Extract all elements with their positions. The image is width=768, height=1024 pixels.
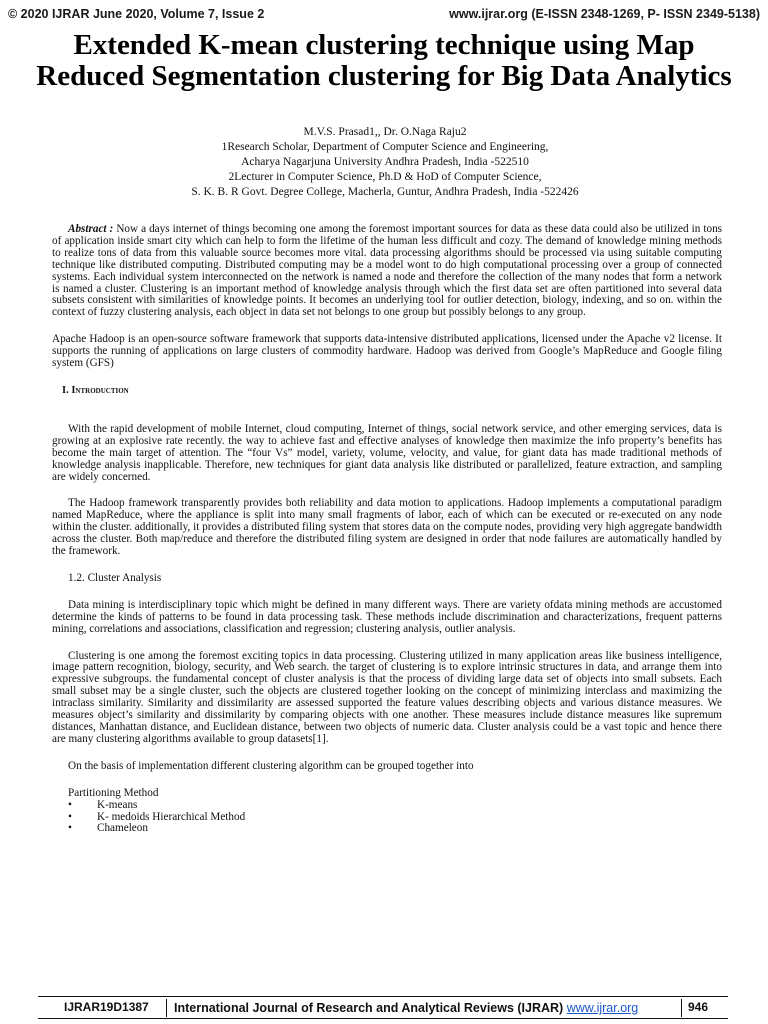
footer-url-link[interactable]: www.ijrar.org <box>566 1001 639 1015</box>
bullet-icon: • <box>68 822 72 835</box>
section-heading-introduction <box>52 385 722 397</box>
footer-rule-top <box>38 996 728 997</box>
hadoop-paragraph: Apache Hadoop is an open-source software framework that supports data-intensive distributed applications, licensed under the Apache v2 license. It supports the running of applications on large clusters of commodity hardware. Hadoop was derived from Google’s MapReduce and Google filing system (GFS) <box>52 333 722 370</box>
list-item: • K- medoids Hierarchical Method <box>68 810 246 823</box>
bullet-icon: • <box>68 798 72 811</box>
body-paragraph: With the rapid development of mobile Internet, cloud computing, Internet of things, social network service, and other emerging services, data is growing at an explosive rate recently. the way to achieve fast and effective analyses of knowledge then maximize the info property’s benefits has become the main target of attention. The “four Vs” model, variety, volume, velocity, and value, for giant data has made traditional methods of knowledge analysis inapplicable. Therefore, new techniques for giant data analysis like distributed or parallelized, feature extraction, and sampling are widely concerned. <box>52 422 722 483</box>
affiliation-line: 2Lecturer in Computer Science, Ph.D & HoD of Computer Science, <box>228 171 542 183</box>
partitioning-method-title: Partitioning Method <box>68 786 159 799</box>
header-site-link[interactable]: www.ijrar.org <box>449 7 528 21</box>
paper-id: IJRAR19D1387 <box>64 1000 149 1014</box>
affiliation-line: 1Research Scholar, Department of Computer Science and Engineering, <box>221 141 549 153</box>
list-item: • Chameleon <box>68 822 148 835</box>
page-number: 946 <box>688 1000 709 1014</box>
author-names: M.V.S. Prasad1,, Dr. O.Naga Raju2 <box>303 126 467 138</box>
author-block <box>120 125 650 200</box>
section-number: I. <box>62 384 69 396</box>
journal-issue-header: © 2020 IJRAR June 2020, Volume 7, Issue 2 <box>8 7 265 21</box>
body-paragraph: Data mining is interdisciplinary topic which might be defined in many different ways. There are variety ofdata mining methods are accustomed determine the kinds of patterns to be found in data processing task. These methods include discrimination and characterizations, frequent patterns mining, correlations and associations, classification and regression; clustering analysis, outlier analysis. <box>52 598 722 635</box>
section-title: Introduction <box>71 384 129 396</box>
footer-divider <box>681 999 682 1017</box>
paper-title: Extended K-mean clustering technique using Map Reduced Segmentation clustering for Big Data Analytics <box>36 29 732 92</box>
method-list <box>52 800 722 836</box>
footer-rule-bottom <box>38 1018 728 1019</box>
subsection-heading-cluster-analysis: 1.2. Cluster Analysis <box>68 571 162 584</box>
affiliation-line: Acharya Nagarjuna University Andhra Pradesh, India -522510 <box>241 156 529 168</box>
site-issn-header <box>449 7 760 21</box>
body-paragraph: The Hadoop framework transparently provides both reliability and data motion to applications. Hadoop implements a computational paradigm named MapReduce, where the appliance is split into many small fragments of labor, each of which can be executed or re-executed on any node within the cluster. additionally, it provides a distributed filing system that stores data on the compute nodes, providing very high aggregate bandwidth across the cluster. Both map/reduce and therefore the distributed filing system are designed in order that node failures are automatically handled by the framework. <box>52 497 722 558</box>
grouping-intro: On the basis of implementation different clustering algorithm can be grouped together into <box>68 759 474 772</box>
abstract-text: Now a days internet of things becoming one among the foremost important sources for data as these data could also be utilized in tons of application inside smart city which can help to form the lifetime of the human less difficult and cozy. The demand of knowledge mining methods to realize tons of data from this valuable source becomes more vital. data processing algorithms should be processed via using suitable computing technique like distributed computing. Distributed computing may be a model wont to do high computational processing over a group of connected systems. Each individual system interconnected on the network is named a node and therefore the collection of the many nodes that form a network is named a cluster. Clustering is an important method of knowledge analysis through which the first data set are often partitioned into several data subsets consistent with similarities of knowledge points. It becomes an underlying tool for outlier detection, biology, indexing, and so on. within the context of fuzzy clustering analysis, each object in data set not belongs to one group but possibly belongs to any group. <box>52 223 723 319</box>
bullet-icon: • <box>68 810 72 823</box>
list-item: • K-means <box>68 798 138 811</box>
journal-name: International Journal of Research and Analytical Reviews (IJRAR) <box>174 1001 564 1015</box>
header-issn: (E-ISSN 2348-1269, P- ISSN 2349-5138) <box>531 7 760 21</box>
footer-divider <box>166 999 167 1017</box>
body-paragraph: Clustering is one among the foremost exciting topics in data processing. Clustering utilized in many application areas like business intelligence, image pattern recognition, biology, security, and Web search. the target of clustering is to explore intrinsic structures in data, and arrange them into expressive subgroups. the fundamental concept of cluster analysis is that the process of dividing large data set of objects into small subsets. Each small subset may be a single cluster, such the objects are clustered together looking on the concept of minimizing interclass and maximizing the intraclass similarity. Similarity and dissimilarity are assessed supported the feature values describing objects and various distance measures. We measures object’s similarity and dissimilarity by comparing objects with one another. These measures include distance measures like supremum distances, Manhattan distance, and Euclidean distance, between two objects of numeric data. Cluster analysis could be a vast topic and hence there are many clustering algorithms available to group datasets[1]. <box>52 649 722 745</box>
abstract-label: Abstract : <box>68 223 114 235</box>
abstract-paragraph <box>52 224 722 319</box>
footer-journal <box>174 1001 638 1015</box>
affiliation-line: S. K. B. R Govt. Degree College, Macherla, Guntur, Andhra Pradesh, India -522426 <box>191 186 579 198</box>
paper-body <box>52 224 722 835</box>
